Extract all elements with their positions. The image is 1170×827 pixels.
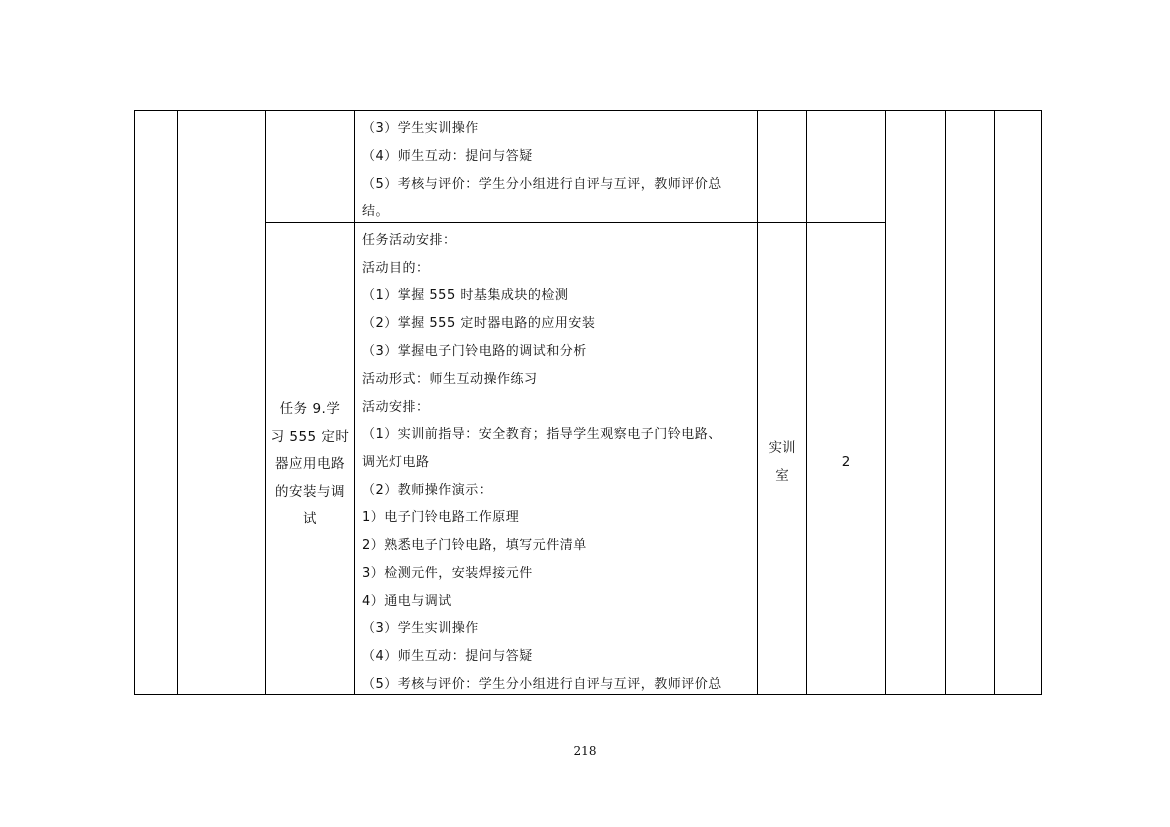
- content-line: （5）考核与评价：学生分小组进行自评与互评，教师评价总: [362, 677, 722, 692]
- table-column-divider: [945, 110, 946, 695]
- task-name-line: 习 555 定时: [270, 428, 350, 445]
- content-line: 2）熟悉电子门铃电路，填写元件清单: [362, 538, 587, 553]
- table-column-divider: [354, 110, 355, 695]
- content-line: （3）掌握电子门铃电路的调试和分析: [362, 344, 587, 359]
- table-row-divider: [265, 222, 886, 223]
- table-column-divider: [177, 110, 178, 695]
- content-line: 结。: [362, 204, 390, 219]
- task-name-line: 试: [303, 511, 317, 527]
- content-line: （4）师生互动：提问与答疑: [362, 649, 533, 664]
- content-line: （3）学生实训操作: [362, 621, 479, 636]
- content-line: 1）电子门铃电路工作原理: [362, 510, 520, 525]
- content-line: 3）检测元件，安装焊接元件: [362, 566, 533, 581]
- location-cell: [758, 435, 806, 490]
- content-line: （3）学生实训操作: [362, 121, 479, 136]
- table-column-divider: [806, 110, 807, 695]
- content-line: 活动目的：: [362, 261, 430, 276]
- content-line: 任务活动安排：: [362, 233, 457, 248]
- table-column-divider: [265, 110, 266, 695]
- content-line: 调光灯电路: [362, 455, 430, 470]
- content-line: （2）掌握 555 定时器电路的应用安装: [362, 316, 596, 331]
- content-line: （1）掌握 555 时基集成块的检测: [362, 288, 569, 303]
- task-name-line: 器应用电路: [275, 456, 345, 472]
- table-column-divider: [885, 110, 886, 695]
- table-column-divider: [994, 110, 995, 695]
- content-line: 4）通电与调试: [362, 594, 452, 609]
- task-name-line: 任务 9.学: [279, 401, 341, 417]
- hours-cell: 2: [841, 454, 851, 470]
- content-line: （4）师生互动：提问与答疑: [362, 149, 533, 164]
- task-name-cell: [268, 396, 352, 534]
- task-name-line: 的安装与调: [275, 483, 345, 500]
- content-line: （1）实训前指导：安全教育；指导学生观察电子门铃电路、: [362, 427, 722, 442]
- content-line: 活动安排：: [362, 400, 430, 415]
- location-line: 实训: [768, 440, 796, 456]
- table-column-divider: [757, 110, 758, 695]
- content-line: （2）教师操作演示：: [362, 483, 493, 498]
- location-line: 室: [775, 467, 789, 484]
- page-number: 218: [573, 744, 597, 758]
- content-line: （5）考核与评价：学生分小组进行自评与互评，教师评价总: [362, 177, 722, 192]
- content-line: 活动形式：师生互动操作练习: [362, 372, 538, 387]
